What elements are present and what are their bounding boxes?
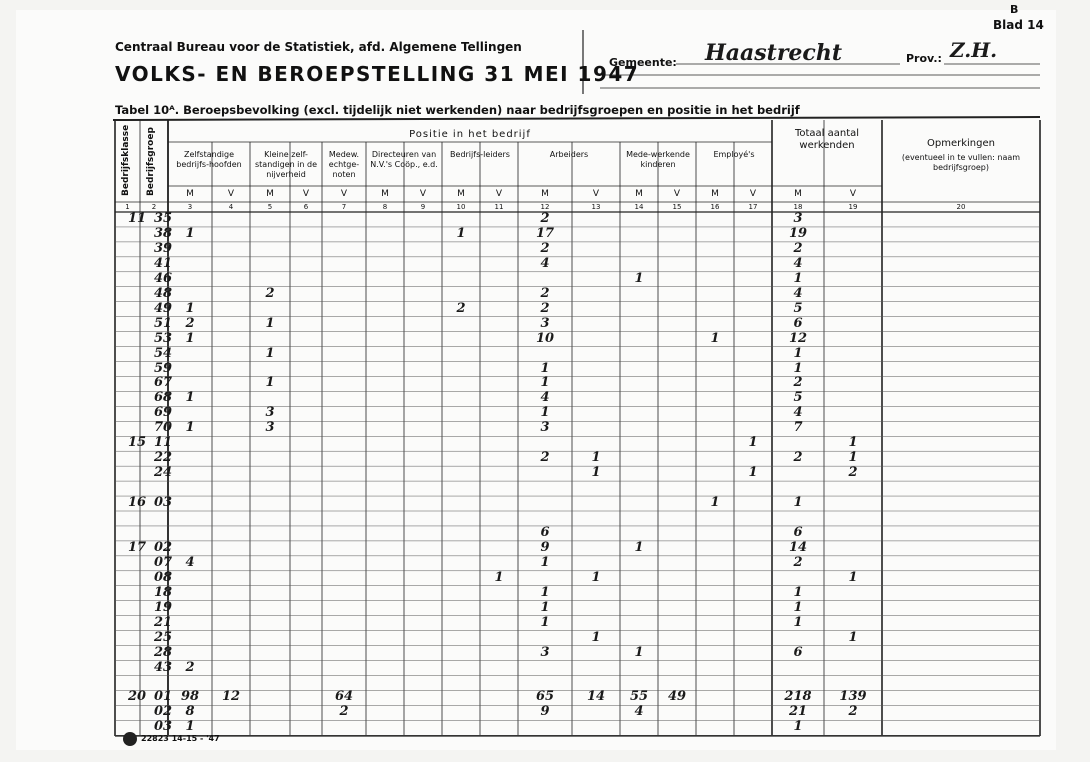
column-number: 17	[748, 203, 758, 211]
cell-c12: 9	[540, 704, 550, 720]
cell-c18: 1	[793, 584, 803, 600]
cell-c19: 2	[848, 704, 858, 720]
bedrijfsgroep-value: 46	[154, 270, 173, 286]
cell-c10: 2	[456, 300, 466, 316]
cell-c3: 8	[185, 704, 195, 720]
column-number: 10	[456, 203, 466, 211]
cell-c18: 19	[788, 225, 808, 241]
header-mv: V	[849, 189, 857, 199]
header-mv: M	[266, 189, 274, 199]
cell-c12: 4	[540, 390, 550, 406]
cell-c3: 1	[185, 225, 195, 241]
column-number: 11	[494, 203, 504, 211]
header-mv: M	[711, 189, 719, 199]
cell-c18: 2	[793, 450, 803, 466]
cell-c12: 2	[540, 450, 550, 466]
cell-c5: 1	[265, 375, 275, 391]
prov-label: Prov.:	[906, 52, 942, 65]
column-number: 20	[956, 203, 966, 211]
header-mv: V	[419, 189, 427, 199]
cell-c17: 1	[748, 435, 758, 451]
bedrijfsgroep-value: 48	[154, 285, 173, 301]
sheet-number: Blad 14	[993, 18, 1044, 32]
column-number: 5	[267, 203, 273, 211]
header-group-7: Mede-werkende kinderen	[626, 150, 690, 169]
bedrijfsklasse-value: 16	[128, 495, 147, 511]
cell-c12: 1	[540, 405, 550, 421]
header-mv: V	[227, 189, 235, 199]
column-number: 6	[303, 203, 309, 211]
print-code: 22823 14-15 - '47	[141, 734, 220, 743]
header-mv: V	[495, 189, 503, 199]
cell-c18: 1	[793, 495, 803, 511]
prov-value: Z.H.	[950, 38, 998, 62]
bedrijfsgroep-value: 68	[154, 390, 173, 406]
bedrijfsgroep-value: 19	[154, 599, 173, 615]
cell-c12: 3	[540, 315, 550, 331]
bedrijfsgroep-value: 02	[154, 704, 173, 720]
column-number: 4	[228, 203, 234, 211]
header-group-6: Arbeiders	[549, 150, 589, 159]
cell-c18: 2	[793, 375, 803, 391]
footer-mark	[123, 732, 137, 746]
header-mv: M	[186, 189, 194, 199]
header-mv: M	[457, 189, 465, 199]
cell-c18: 4	[793, 405, 803, 421]
cell-c12: 2	[540, 300, 550, 316]
cell-c12: 4	[540, 255, 550, 271]
cell-c13: 1	[591, 569, 601, 585]
bedrijfsklasse-value: 20	[128, 689, 147, 705]
cell-c19: 1	[848, 569, 858, 585]
cell-c13: 1	[591, 450, 601, 466]
cell-c13: 14	[586, 689, 606, 705]
bedrijfsgroep-value: 11	[154, 435, 173, 451]
table-title: Tabel 10ᴬ. Beroepsbevolking (excl. tijdelijk niet werkenden) naar bedrijfsgroepen en positie in het bedrijf	[115, 103, 800, 117]
column-number: 18	[793, 203, 803, 211]
cell-c18: 218	[784, 689, 812, 705]
cell-c12: 2	[540, 240, 550, 256]
bureau-line: Centraal Bureau voor de Statistiek, afd. Algemene Tellingen	[115, 40, 522, 54]
cell-c18: 1	[793, 599, 803, 615]
cell-c12: 2	[540, 211, 550, 226]
cell-c12: 65	[535, 689, 555, 705]
column-number: 3	[187, 203, 193, 211]
header-mv: V	[673, 189, 681, 199]
gemeente-label: Gemeente:	[609, 56, 677, 69]
header-group-4: Directeuren van N.V.'s Coöp., e.d.	[370, 150, 438, 169]
cell-c18: 5	[793, 390, 803, 406]
header-mv: M	[541, 189, 549, 199]
cell-c14: 1	[634, 270, 644, 286]
bedrijfsgroep-value: 02	[154, 539, 173, 555]
cell-c19: 1	[848, 450, 858, 466]
header-group-1: Zelfstandige bedrijfs-hoofden	[176, 150, 242, 169]
column-number: 15	[672, 203, 682, 211]
cell-c12: 2	[540, 285, 550, 301]
gemeente-value: Haastrecht	[705, 40, 842, 66]
cell-c18: 14	[788, 539, 808, 555]
bedrijfsgroep-value: 67	[154, 375, 173, 391]
cell-c18: 4	[793, 285, 803, 301]
column-number: 12	[540, 203, 550, 211]
cell-c18: 1	[793, 360, 803, 376]
column-number: 14	[634, 203, 644, 211]
bedrijfsgroep-value: 51	[154, 315, 173, 331]
cell-c12: 9	[540, 539, 550, 555]
cell-c10: 1	[456, 225, 466, 241]
cell-c18: 6	[793, 315, 803, 331]
cell-c3: 98	[180, 689, 200, 705]
cell-c18: 2	[793, 554, 803, 570]
cell-c14: 4	[634, 704, 644, 720]
header-mv: M	[381, 189, 389, 199]
cell-c12: 1	[540, 375, 550, 391]
cell-c18: 7	[793, 420, 803, 436]
bedrijfsgroep-value: 18	[154, 584, 173, 600]
cell-c3: 1	[185, 719, 195, 735]
header-mv: M	[635, 189, 643, 199]
cell-c18: 2	[793, 240, 803, 256]
header-positie: Positie in het bedrijf	[409, 129, 531, 140]
cell-c3: 1	[185, 390, 195, 406]
column-number: 8	[382, 203, 388, 211]
cell-c18: 1	[793, 345, 803, 361]
bedrijfsgroep-value: 39	[154, 240, 173, 256]
header-totaal: Totaal aantal werkenden	[794, 128, 860, 151]
bedrijfsgroep-value: 03	[154, 495, 173, 511]
cell-c16: 1	[710, 495, 720, 511]
cell-c18: 1	[793, 614, 803, 630]
header-opmerkingen-sub: (eventueel in te vullen: naam bedrijfsgroep)	[901, 153, 1021, 172]
bedrijfsgroep-value: 24	[154, 465, 173, 481]
cell-c18: 5	[793, 300, 803, 316]
cell-c12: 1	[540, 360, 550, 376]
cell-c18: 6	[793, 524, 803, 540]
cell-c12: 1	[540, 614, 550, 630]
column-number: 2	[151, 203, 157, 211]
header-bedrijfsklasse: Bedrijfsklasse	[121, 124, 131, 196]
header-group-2: Kleine zelf-standigen in de nijverheid	[254, 150, 318, 179]
cell-c12: 1	[540, 554, 550, 570]
bedrijfsgroep-value: 21	[154, 614, 173, 630]
column-number: 19	[848, 203, 858, 211]
column-number: 16	[710, 203, 720, 211]
grid-line	[113, 117, 1040, 120]
cell-c5: 3	[265, 420, 275, 436]
bedrijfsgroep-value: 49	[154, 300, 173, 316]
cell-c4: 12	[221, 689, 241, 705]
cell-c14: 1	[634, 539, 644, 555]
cell-c14: 1	[634, 644, 644, 660]
bedrijfsgroep-value: 25	[154, 629, 173, 645]
bedrijfsgroep-value: 69	[154, 405, 173, 421]
cell-c16: 1	[710, 330, 720, 346]
bedrijfsgroep-value: 01	[154, 689, 173, 705]
cell-c13: 1	[591, 629, 601, 645]
bedrijfsgroep-value: 38	[154, 225, 173, 241]
header-mv: V	[340, 189, 348, 199]
cell-c19: 139	[839, 689, 867, 705]
cell-c3: 2	[185, 315, 195, 331]
cell-c7: 2	[339, 704, 349, 720]
bedrijfsklasse-value: 11	[128, 211, 147, 226]
header-mv: M	[794, 189, 802, 199]
cell-c5: 2	[265, 285, 275, 301]
bedrijfsgroep-value: 70	[154, 420, 173, 436]
bedrijfsgroep-value: 07	[154, 554, 173, 570]
cell-c12: 17	[535, 225, 555, 241]
cell-c19: 1	[848, 435, 858, 451]
cell-c18: 12	[788, 330, 808, 346]
column-number: 9	[420, 203, 426, 211]
column-number: 13	[591, 203, 601, 211]
cell-c12: 1	[540, 584, 550, 600]
bedrijfsgroep-value: 59	[154, 360, 173, 376]
column-number: 7	[341, 203, 347, 211]
bedrijfsgroep-value: 08	[154, 569, 173, 585]
page-title: VOLKS- EN BEROEPSTELLING 31 MEI 1947	[115, 62, 640, 86]
bedrijfsgroep-value: 03	[154, 719, 173, 735]
bedrijfsgroep-value: 35	[154, 211, 173, 226]
cell-c18: 3	[793, 211, 803, 226]
bedrijfsgroep-value: 43	[154, 659, 173, 675]
cell-c12: 3	[540, 644, 550, 660]
header-mv: V	[302, 189, 310, 199]
bedrijfsgroep-value: 28	[154, 644, 173, 660]
bedrijfsgroep-value: 53	[154, 330, 173, 346]
bedrijfsgroep-value: 54	[154, 345, 173, 361]
cell-c5: 1	[265, 345, 275, 361]
cell-c19: 2	[848, 465, 858, 481]
cell-c3: 1	[185, 330, 195, 346]
cell-c3: 1	[185, 420, 195, 436]
cell-c13: 1	[591, 465, 601, 481]
cell-c7: 64	[334, 689, 354, 705]
cell-c17: 1	[748, 465, 758, 481]
header-group-5: Bedrijfs-leiders	[450, 150, 510, 159]
cell-c18: 1	[793, 270, 803, 286]
bedrijfsklasse-value: 17	[128, 539, 147, 555]
header-mv: V	[592, 189, 600, 199]
header-group-3: Medew. echtge-noten	[328, 150, 360, 179]
column-number: 1	[125, 203, 130, 211]
cell-c15: 49	[667, 689, 687, 705]
header-mv: V	[749, 189, 757, 199]
cell-c12: 3	[540, 420, 550, 436]
cell-c3: 1	[185, 300, 195, 316]
cell-c18: 21	[788, 704, 808, 720]
bedrijfsgroep-value: 22	[154, 450, 173, 466]
header-group-8: Employé's	[713, 150, 755, 159]
cell-c12: 1	[540, 599, 550, 615]
cell-c12: 10	[535, 330, 555, 346]
bedrijfsgroep-value: 41	[154, 255, 173, 271]
cell-c3: 4	[185, 554, 195, 570]
cell-c5: 3	[265, 405, 275, 421]
cell-c14: 55	[629, 689, 649, 705]
cell-c12: 6	[540, 524, 550, 540]
cell-c5: 1	[265, 315, 275, 331]
cell-c3: 2	[185, 659, 195, 675]
cell-c11: 1	[494, 569, 504, 585]
cell-c19: 1	[848, 629, 858, 645]
cell-c18: 6	[793, 644, 803, 660]
bedrijfsklasse-value: 15	[128, 435, 147, 451]
cell-c18: 1	[793, 719, 803, 735]
sheet-mark: B	[1010, 3, 1019, 16]
header-bedrijfsgroep: Bedrijfsgroep	[146, 127, 156, 196]
header-opmerkingen: Opmerkingen	[927, 138, 995, 149]
cell-c18: 4	[793, 255, 803, 271]
